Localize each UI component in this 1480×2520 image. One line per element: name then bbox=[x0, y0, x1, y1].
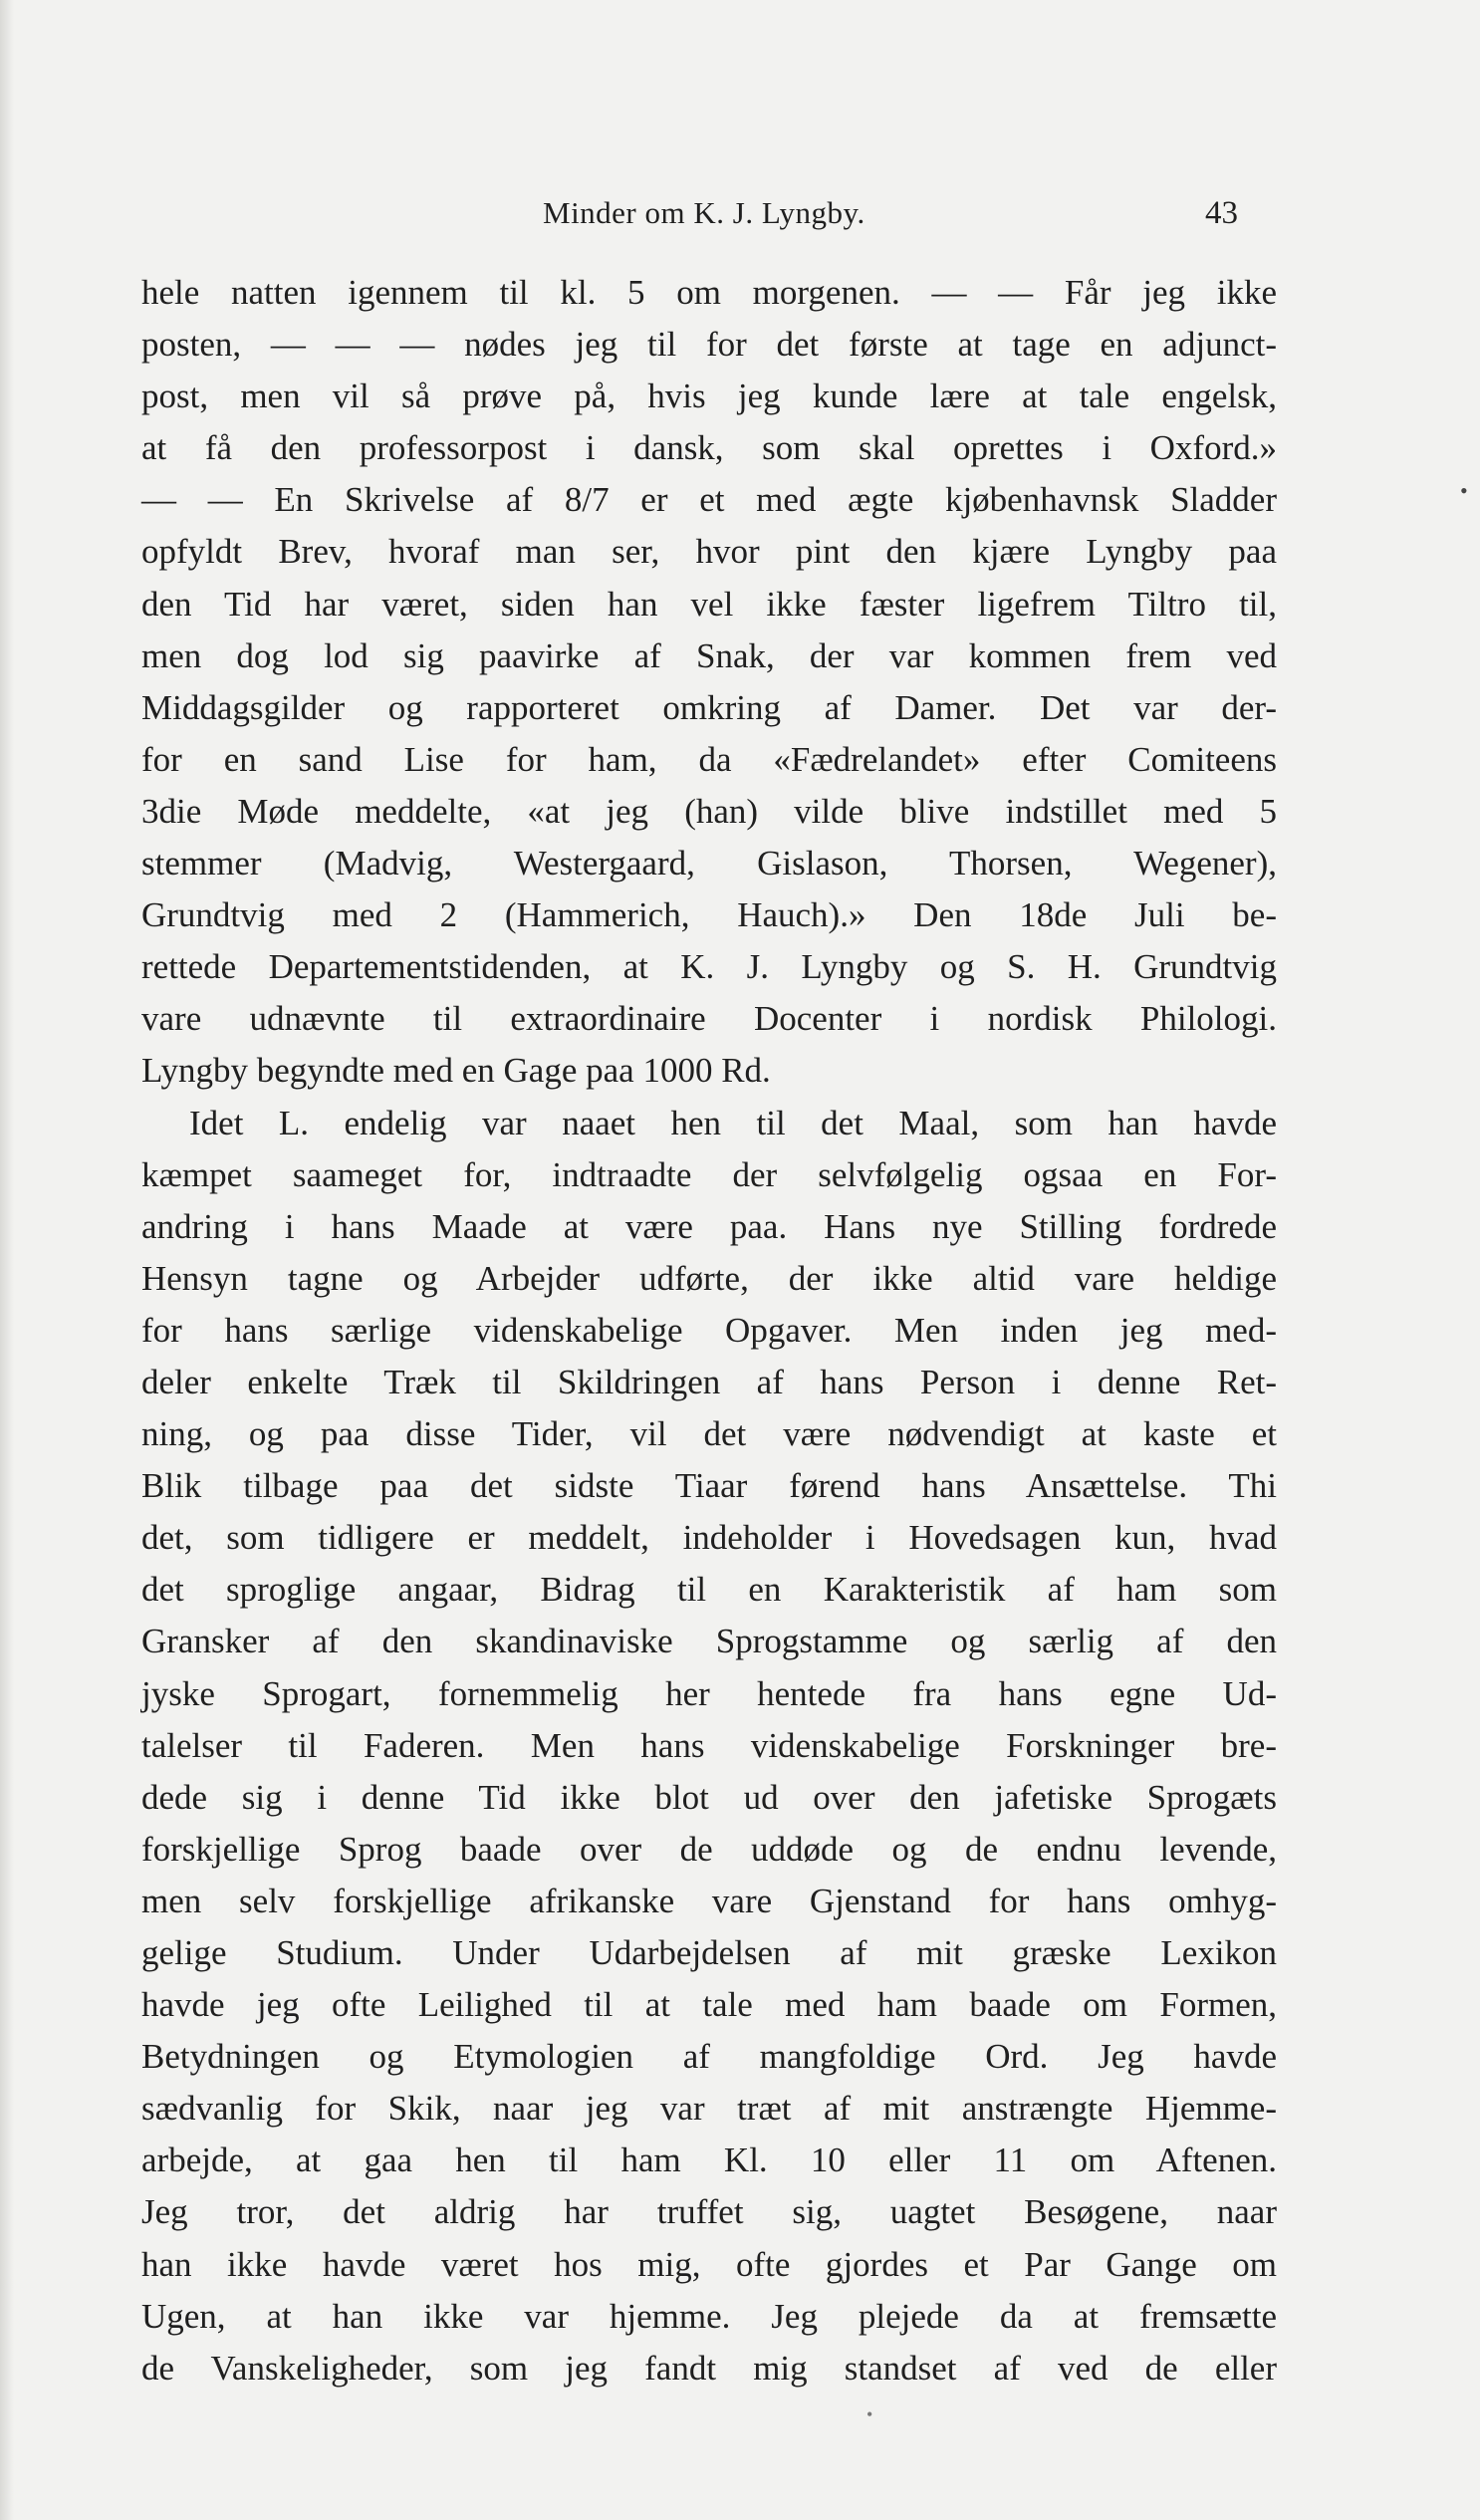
running-title: Minder om K. J. Lyngby. bbox=[543, 195, 865, 230]
text-line: andring i hans Maade at være paa. Hans nye Stilling fordrede bbox=[141, 1206, 1277, 1246]
text-line: sædvanlig for Skik, naar jeg var træt af mit anstrængte Hjemme- bbox=[141, 2089, 1277, 2129]
text-line: det sproglige angaar, Bidrag til en Karakteristik af ham som bbox=[141, 1570, 1277, 1610]
stray-ink-mark: • bbox=[866, 2404, 873, 2424]
text-line: Ugen, at han ikke var hjemme. Jeg plejede da at fremsætte bbox=[141, 2296, 1277, 2336]
text-line: vare udnævnte til extraordinaire Docenter i nordisk Philologi. bbox=[141, 999, 1277, 1039]
text-line: at få den professorpost i dansk, som skal oprettes i Oxford.» bbox=[141, 428, 1277, 468]
text-line: Gransker af den skandinaviske Sprogstamme og særlig af den bbox=[141, 1622, 1277, 1661]
text-line: den Tid har været, siden han vel ikke fæster ligefrem Tiltro til, bbox=[141, 584, 1277, 624]
text-line: men dog lod sig paavirke af Snak, der var kommen frem ved bbox=[141, 635, 1277, 675]
text-line: Middagsgilder og rapporteret omkring af Damer. Det var der- bbox=[141, 687, 1277, 727]
margin-dot: • bbox=[1460, 478, 1468, 503]
text-line: talelser til Faderen. Men hans videnskabelige Forskninger bre- bbox=[141, 1725, 1277, 1765]
text-line: jyske Sprogart, fornemmelig her hentede fra hans egne Ud- bbox=[141, 1673, 1277, 1713]
text-line: for hans særlige videnskabelige Opgaver. Men inden jeg med- bbox=[141, 1310, 1277, 1350]
text-line: rettede Departementstidenden, at K. J. Lyngby og S. H. Grundtvig bbox=[141, 947, 1277, 987]
text-line: dede sig i denne Tid ikke blot ud over den jafetiske Sprogæts bbox=[141, 1777, 1277, 1817]
text-line: Hensyn tagne og Arbejder udførte, der ikke altid vare heldige bbox=[141, 1258, 1277, 1298]
text-line: Betydningen og Etymologien af mangfoldige Ord. Jeg havde bbox=[141, 2037, 1277, 2077]
text-line: arbejde, at gaa hen til ham Kl. 10 eller 11 om Aftenen. bbox=[141, 2141, 1277, 2180]
text-line: Grundtvig med 2 (Hammerich, Hauch).» Den 18de Juli be- bbox=[141, 895, 1277, 935]
page-header bbox=[0, 195, 1480, 235]
text-line: deler enkelte Træk til Skildringen af hans Person i denne Ret- bbox=[141, 1362, 1277, 1401]
text-line: det, som tidligere er meddelt, indeholder i Hovedsagen kun, hvad bbox=[141, 1518, 1277, 1558]
text-line: stemmer (Madvig, Westergaard, Gislason, Thorsen, Wegener), bbox=[141, 844, 1277, 883]
text-line: havde jeg ofte Leilighed til at tale med ham baade om Formen, bbox=[141, 1985, 1277, 2025]
body-text bbox=[141, 267, 1277, 2394]
text-line: Lyngby begyndte med en Gage paa 1000 Rd. bbox=[141, 1051, 771, 1091]
text-line: forskjellige Sprog baade over de uddøde og de endnu levende, bbox=[141, 1829, 1277, 1869]
text-line: han ikke havde været hos mig, ofte gjordes et Par Gange om bbox=[141, 2244, 1277, 2284]
page-number: 43 bbox=[1205, 195, 1238, 231]
text-line: for en sand Lise for ham, da «Fædrelandet» efter Comiteens bbox=[141, 739, 1277, 779]
page-edge-shadow bbox=[0, 0, 14, 2520]
text-line: — — En Skrivelse af 8/7 er et med ægte kjøbenhavnsk Sladder bbox=[141, 480, 1277, 520]
text-line: posten, — — — nødes jeg til for det første at tage en adjunct- bbox=[141, 325, 1277, 365]
text-line: 3die Møde meddelte, «at jeg (han) vilde blive indstillet med 5 bbox=[141, 791, 1277, 831]
paragraph-start-line: Idet L. endelig var naaet hen til det Maal, som han havde bbox=[189, 1103, 1277, 1142]
text-line: post, men vil så prøve på, hvis jeg kunde lære at tale engelsk, bbox=[141, 377, 1277, 416]
text-line: men selv forskjellige afrikanske vare Gjenstand for hans omhyg- bbox=[141, 1881, 1277, 1920]
text-line: opfyldt Brev, hvoraf man ser, hvor pint den kjære Lyngby paa bbox=[141, 532, 1277, 572]
text-line: Jeg tror, det aldrig har truffet sig, uagtet Besøgene, naar bbox=[141, 2192, 1277, 2232]
text-line: hele natten igennem til kl. 5 om morgenen. — — Får jeg ikke bbox=[141, 273, 1277, 312]
text-line: ning, og paa disse Tider, vil det være nødvendigt at kaste et bbox=[141, 1414, 1277, 1454]
text-line: de Vanskeligheder, som jeg fandt mig standset af ved de eller bbox=[141, 2348, 1277, 2388]
text-line: kæmpet saameget for, indtraadte der selvfølgelig ogsaa en For- bbox=[141, 1154, 1277, 1194]
text-line: Blik tilbage paa det sidste Tiaar førend hans Ansættelse. Thi bbox=[141, 1466, 1277, 1506]
text-line: gelige Studium. Under Udarbejdelsen af mit græske Lexikon bbox=[141, 1933, 1277, 1972]
